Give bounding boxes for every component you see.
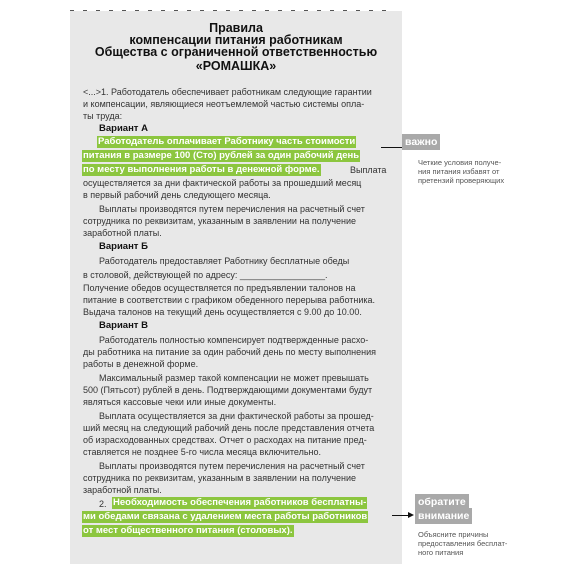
intro-line: и компенсации, являющиеся неотъемлемой частью системы опла- — [83, 99, 365, 109]
document-page — [70, 11, 402, 564]
variant-c-heading: Вариант В — [99, 320, 148, 331]
highlight-point-2: ми обедами связана с удалением места работы работников — [83, 511, 368, 522]
highlight-variant-a: питания в размере 100 (Сто) рублей за один рабочий день — [83, 150, 360, 161]
variant-c-text: Работодатель полностью компенсирует подтвержденные расхо- — [99, 335, 369, 345]
variant-b-text: питание в соответствии с графиком обеденного перерыва работника. — [83, 295, 376, 305]
variant-c-text: работы в денежной форме. — [83, 359, 199, 369]
variant-a-heading: Вариант А — [99, 123, 148, 134]
callout-note: претензий проверяющих — [418, 176, 505, 185]
variant-c-text: сотрудника по реквизитам, указанным в заявлении на получение — [83, 473, 357, 483]
variant-c-text: Выплаты производятся путем перечисления на расчетный счет — [99, 461, 365, 471]
variant-c-text: ший месяц на следующий рабочий день после представления отчета — [83, 423, 375, 433]
variant-a-text: осуществляется за дни фактической работы за прошедший месяц — [83, 178, 362, 188]
variant-b-text: Получение обедов осуществляется по предъявлении талонов на — [83, 283, 356, 293]
variant-b-text: Выдача талонов на текущий день осуществляется с 9.00 до 10.00. — [83, 307, 362, 317]
previous-page-edge — [70, 0, 410, 6]
doc-title-line-4: «РОМАШКА» — [195, 59, 277, 73]
variant-a-text: Выплаты производятся путем перечисления на расчетный счет — [99, 204, 365, 214]
point-2-number: 2. — [99, 499, 107, 509]
variant-b-text: Работодатель предоставляет Работнику бесплатные обеды — [99, 256, 350, 266]
callout-tag-important: важно — [402, 134, 440, 150]
doc-title-line-2: компенсации питания работникам — [129, 33, 343, 47]
highlight-point-2: от мест общественного питания (столовых). — [83, 525, 293, 536]
variant-a-text: заработной платы. — [83, 228, 162, 238]
callout-note: Объясните причины — [418, 530, 489, 539]
highlight-variant-a: Работодатель оплачивает Работнику часть стоимости — [98, 136, 356, 147]
variant-c-text: являться кассовые чеки или иные документы. — [83, 397, 277, 407]
callout-note: Четкие условия получе- — [418, 158, 502, 167]
variant-a-text: Выплата — [350, 165, 387, 175]
callout-arrow-head — [408, 512, 414, 518]
highlight-point-2: Необходимость обеспечения работников бесплатны- — [113, 497, 367, 508]
variant-c-text: Максимальный размер такой компенсации не может превышать — [99, 373, 369, 383]
variant-c-text: заработной платы. — [83, 485, 162, 495]
doc-title-line-1: Правила — [209, 21, 263, 35]
doc-title-line-3: Общества с ограниченной ответственностью — [94, 45, 378, 59]
variant-a-text: сотрудника по реквизитам, указанным в заявлении на получение — [83, 216, 357, 226]
variant-a-text: в первый рабочий день следующего месяца. — [83, 190, 271, 200]
callout-note: ния питания избавят от — [418, 167, 500, 176]
variant-c-text: ставляется не позднее 5-го числа месяца включительно. — [83, 447, 322, 457]
variant-c-text: об израсходованных средствах. Отчет о расходах на питание пред- — [83, 435, 367, 445]
variant-b-text: в столовой, действующей по адресу: _________________. — [83, 270, 328, 280]
highlight-variant-a: по месту выполнения работы в денежной форме. — [83, 164, 320, 175]
callout-tag-attention: внимание — [415, 508, 472, 524]
variant-b-heading: Вариант Б — [99, 241, 148, 252]
intro-line: ты труда: — [83, 111, 123, 121]
callout-arrow-line — [392, 515, 408, 516]
callout-note: ного питания — [418, 548, 464, 557]
variant-c-text: ды работника на питание за один рабочий день по месту выполнения — [83, 347, 377, 357]
intro-line: <...>1. Работодатель обеспечивает работникам следующие гарантии — [83, 87, 372, 97]
callout-tag-attention: обратите — [415, 494, 469, 510]
callout-note: предоставления бесплат- — [418, 539, 508, 548]
variant-c-text: Выплата осуществляется за дни фактической работы за прошед- — [99, 411, 374, 421]
variant-c-text: 500 (Пятьсот) рублей в день. Подтверждающими документами будут — [83, 385, 373, 395]
